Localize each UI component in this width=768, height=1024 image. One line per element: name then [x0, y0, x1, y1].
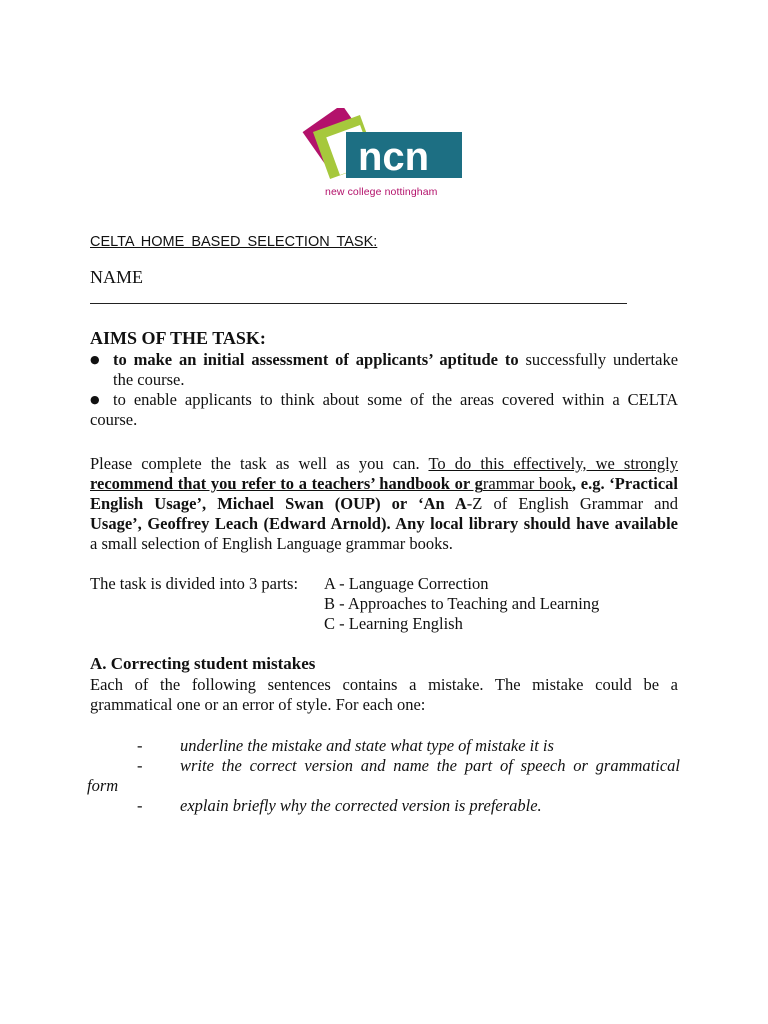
instruction-text: underline the mistake and state what type of mistake it is [180, 736, 554, 755]
name-label: NAME [90, 267, 143, 287]
intro-line [90, 514, 678, 534]
task-parts [90, 574, 678, 634]
instruction-item-continuation [87, 776, 680, 796]
intro-line [90, 494, 678, 514]
aims-item-text: successfully undertake [525, 350, 679, 369]
ncn-logo [292, 108, 467, 203]
intro-text: Please complete the task as well as you can. [90, 454, 420, 473]
instruction-list [87, 736, 680, 816]
intro-paragraph [90, 454, 678, 554]
aims-item-line: the course. [113, 370, 185, 389]
instruction-item [90, 756, 680, 776]
bullet-icon: ● [90, 393, 100, 406]
intro-bold-text: English Usage’, Michael Swan (OUP) or ‘An A [90, 494, 467, 513]
instruction-text: write the correct version and name the part of speech or grammatical [180, 756, 680, 775]
aims-item-line [113, 350, 678, 370]
instruction-item [90, 796, 680, 816]
dash-marker: - [137, 736, 143, 755]
intro-line [90, 454, 678, 474]
intro-line: a small selection of English Language grammar books. [90, 534, 453, 553]
intro-bold-text: Usage’, Geoffrey Leach (Edward Arnold) [90, 514, 387, 533]
intro-text: -Z of English Grammar and [466, 494, 679, 513]
dash-marker: - [137, 796, 143, 815]
logo-tagline: new college nottingham [325, 186, 438, 198]
parts-row [90, 614, 678, 634]
aims-heading: AIMS OF THE TASK: [90, 328, 266, 348]
section-a-line: grammatical one or an error of style. For each one: [90, 695, 426, 714]
part-item: B - Approaches to Teaching and Learning [324, 594, 600, 613]
part-item: A - Language Correction [324, 574, 489, 593]
instruction-item [90, 736, 680, 756]
bullet-icon: ● [90, 353, 100, 366]
section-a-intro [90, 675, 678, 715]
parts-row [90, 594, 678, 614]
aims-item-line: course. [90, 410, 138, 429]
name-field-line[interactable] [90, 303, 627, 304]
aims-list [90, 350, 678, 430]
intro-bold-text: . Any local library should have available [386, 514, 678, 533]
logo-graphic [292, 108, 467, 188]
intro-underlined-text: To do this effectively, we strongly [428, 454, 679, 473]
instruction-text: form [87, 776, 119, 795]
section-a-line: Each of the following sentences contains a mistake. The mistake could be a [90, 675, 678, 694]
intro-bold-underlined-text: recommend that you refer to a teachers’ handbook or g [90, 474, 483, 493]
parts-row [90, 574, 678, 594]
aims-item-line: to enable applicants to think about some of the areas covered within a CELTA [113, 390, 678, 409]
intro-underlined-text: rammar book [482, 474, 572, 493]
intro-line [90, 474, 678, 494]
parts-label: The task is divided into 3 parts: [90, 574, 299, 593]
instruction-text: explain briefly why the corrected version is preferable. [180, 796, 542, 815]
section-a-heading: A. Correcting student mistakes [90, 654, 316, 673]
document-heading: CELTA HOME BASED SELECTION TASK: [90, 234, 378, 250]
aims-item-bold-text: to make an initial assessment of applicants’ aptitude to [113, 350, 519, 369]
aims-item [90, 350, 678, 390]
intro-bold-text: , e.g. ‘Practical [571, 474, 679, 493]
logo-wordmark: ncn [358, 135, 430, 179]
part-item: C - Learning English [324, 614, 463, 633]
dash-marker: - [137, 756, 143, 775]
aims-item [90, 390, 678, 430]
